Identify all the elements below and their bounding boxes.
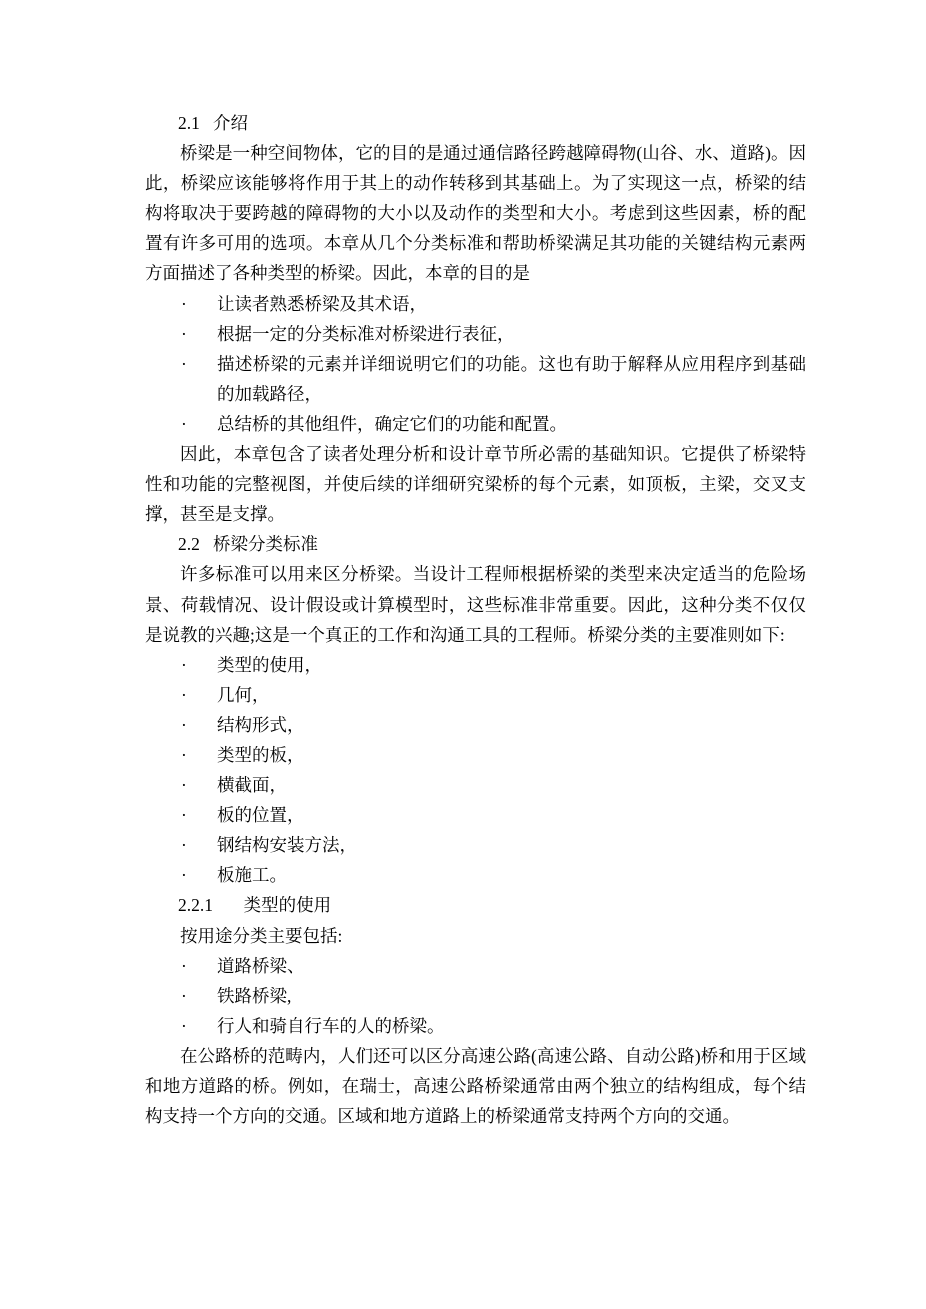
bullet-icon: ·: [181, 353, 187, 374]
list-item: [145, 860, 806, 890]
list-item-text: 让读者熟悉桥梁及其术语，: [217, 293, 427, 314]
paragraph-chapter-summary: 因此，本章包含了读者处理分析和设计章节所必需的基础知识。它提供了桥梁特性和功能的完整视图，并使后续的详细研究梁桥的每个元素，如顶板，主梁，交叉支撑，甚至是支撑。: [145, 444, 806, 525]
list-item: [145, 319, 806, 349]
list-item: [145, 1011, 806, 1041]
bullet-icon: ·: [181, 744, 187, 765]
document-body: [145, 108, 806, 1131]
bullet-icon: ·: [181, 654, 187, 675]
list-item-text: 类型的板，: [217, 744, 305, 765]
subheading-gap: [213, 895, 244, 915]
paragraph-highway-bridges: 在公路桥的范畴内，人们还可以区分高速公路(高速公路、自动公路)桥和用于区域和地方道路的桥。例如，在瑞士，高速公路桥梁通常由两个独立的结构组成，每个结构支持一个方向的交通。区域和地方道路上的桥梁通常支持两个方向的交通。: [145, 1045, 806, 1127]
list-item-text: 类型的使用，: [217, 654, 322, 675]
list-item-text: 横截面，: [217, 775, 287, 796]
list-item-text: 钢结构安装方法，: [217, 835, 357, 856]
list-item: [145, 710, 806, 740]
heading-number: 2.1: [178, 113, 200, 133]
list-item-text: 铁路桥梁,: [217, 985, 292, 1006]
bullet-icon: ·: [181, 413, 187, 434]
list-item: [145, 951, 806, 981]
list-item-text: 总结桥的其他组件，确定它们的功能和配置。: [217, 413, 567, 434]
list-item: [145, 349, 806, 409]
bullet-icon: ·: [181, 865, 187, 886]
list-item-text: 根据一定的分类标准对桥梁进行表征，: [217, 323, 515, 344]
list-item: [145, 740, 806, 770]
paragraph-classification-criteria: 许多标准可以用来区分桥梁。当设计工程师根据桥梁的类型来决定适当的危险场景、荷载情况、设计假设或计算模型时，这些标准非常重要。因此，这种分类不仅仅是说教的兴趣;这是一个真正的工作和沟通工具的工程师。桥梁分类的主要准则如下:: [145, 564, 806, 645]
bullet-list-chapter-aims: [145, 289, 806, 439]
subheading-number: 2.2.1: [178, 895, 213, 916]
section-heading-2-1: [145, 108, 806, 138]
bullet-icon: ·: [181, 985, 187, 1006]
bullet-icon: ·: [181, 293, 187, 314]
bullet-icon: ·: [181, 775, 187, 796]
list-item-text: 几何，: [217, 684, 270, 705]
list-item: [145, 800, 806, 830]
list-item-text: 行人和骑自行车的人的桥梁。: [217, 1015, 445, 1036]
list-item-text: 板的位置，: [217, 805, 305, 826]
bullet-icon: ·: [181, 805, 187, 826]
section-heading-2-2-1: [145, 890, 806, 920]
heading-title: 介绍: [213, 113, 248, 133]
bullet-icon: ·: [181, 835, 187, 856]
subheading-title: 类型的使用: [243, 895, 332, 916]
bullet-icon: ·: [181, 714, 187, 735]
heading-number: 2.2: [178, 534, 200, 555]
list-item: [145, 289, 806, 319]
list-item-text: 板施工。: [217, 865, 287, 886]
bullet-icon: ·: [181, 323, 187, 344]
list-item: [145, 770, 806, 800]
paragraph-usage-intro: 按用途分类主要包括:: [180, 925, 343, 946]
list-item: [145, 409, 806, 439]
bullet-icon: ·: [181, 1015, 187, 1036]
list-item: [145, 680, 806, 710]
list-item-text: 道路桥梁、: [217, 955, 305, 976]
heading-gap: [200, 113, 213, 133]
list-item-text: 结构形式，: [217, 714, 305, 735]
list-item-text: 描述桥梁的元素并详细说明它们的功能。这也有助于解释从应用程序到基础的加载路径，: [217, 353, 806, 404]
list-item: [145, 830, 806, 860]
section-heading-2-2: [145, 529, 806, 559]
heading-gap: [200, 534, 213, 554]
bullet-icon: ·: [181, 955, 187, 976]
paragraph-intro: 桥梁是一种空间物体，它的目的是通过通信路径跨越障碍物(山谷、水、道路)。因此，桥梁应该能够将作用于其上的动作转移到其基础上。为了实现这一点，桥梁的结构将取决于要跨越的障碍物的大小以及动作的类型和大小。考虑到这些因素，桥的配置有许多可用的选项。本章从几个分类标准和帮助桥梁满足其功能的关键结构元素两方面描述了各种类型的桥梁。因此，本章的目的是: [145, 143, 806, 284]
heading-title: 桥梁分类标准: [213, 534, 318, 555]
bullet-list-classification-criteria: [145, 650, 806, 891]
bullet-icon: ·: [181, 684, 187, 705]
list-item: [145, 650, 806, 680]
list-item: [145, 981, 806, 1011]
bullet-list-usage-types: [145, 951, 806, 1041]
